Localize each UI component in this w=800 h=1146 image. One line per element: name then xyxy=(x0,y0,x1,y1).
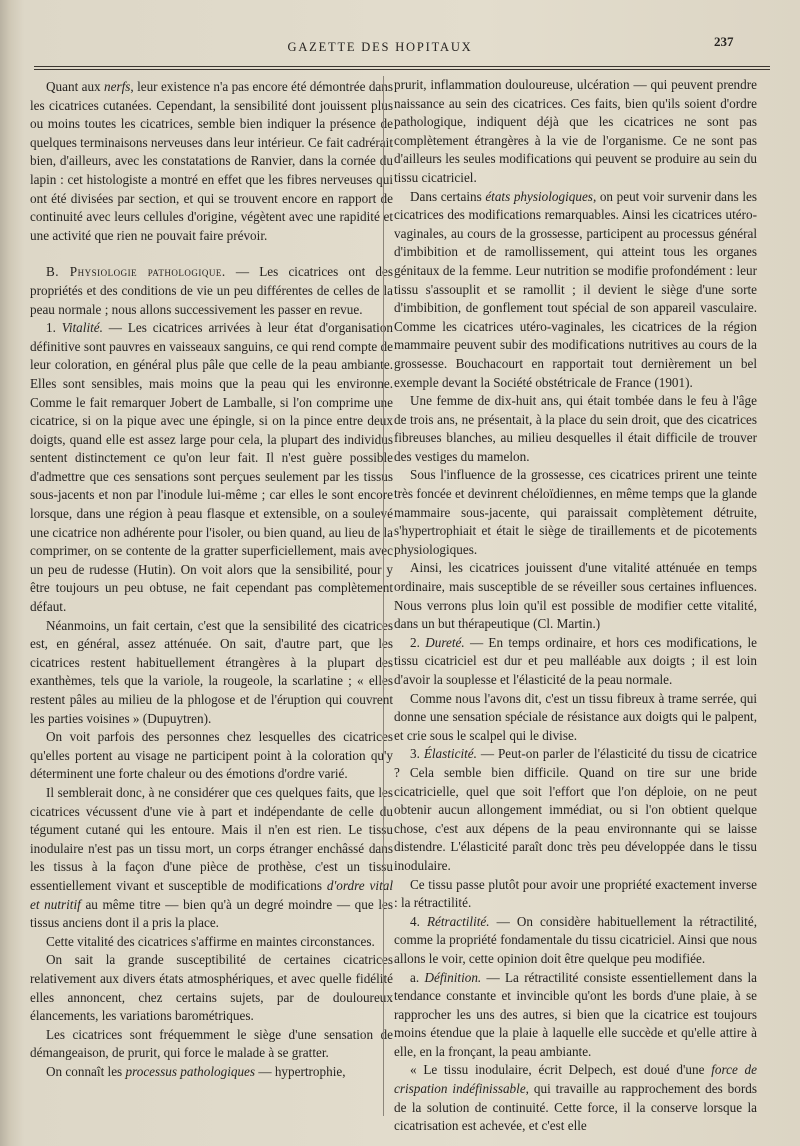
header-rule-double xyxy=(34,69,770,70)
paragraph: Sous l'influence de la grossesse, ces cicatrices prirent une teinte très foncée et devinrent chéloïdiennes, en même temps que la glande mammaire sous-jacente, qui paraissait complètement détruite, s'hypertrophiait et était le siège de tiraillements et de picotements physiologiques. xyxy=(394,467,757,557)
subsection-heading: Vitalité. xyxy=(61,320,103,336)
right-column xyxy=(394,76,757,1136)
paragraph-physiologie: B. Physiologie pathologique. — Les cicatrices ont des propriétés et des conditions de vie un peu différentes de celles de la peau normale ; nous allons successivement les passer en revue. xyxy=(30,264,393,317)
subsection-heading: Élasticité. xyxy=(423,746,477,762)
paragraph: Ce tissu passe plutôt pour avoir une propriété exactement inverse : la rétractilité. xyxy=(394,876,757,911)
paragraph: prurit, inflammation douloureuse, ulcération — qui peuvent prendre naissance au sein des cicatrices. Ces faits, bien qu'ils soient d'ordre pathologique, indiquent déjà que les cicatrices ne sont pas complètement étrangères à la vie de l'organisme. Ce ne sont pas d'ailleurs les seules modifications qui peuvent se produire au sein du tissu cicatriciel. xyxy=(394,77,757,185)
paragraph: Dans certains états physiologiques, on peut voir survenir dans les cicatrices des modifications remarquables. Ainsi les cicatrices utéro-vaginales, au cours de la grossesse, participent au processus général d'imbibition et de ramollissement, qui atteint tous les organes génitaux de la femme. Leur nutrition se modifie profondément : leur tissu s'assouplit et se ramollit ; il devient le siège d'une sorte d'imbibition, de gonflement tout spécial de son appareil vasculaire. Comme les cicatrices utéro-vaginales, les cicatrices de la région mammaire peuvent subir des modifications nutritives au cours de la grossesse. Bouchacourt en rapportait tout dernièrement un bel exemple devant la Société obstétricale de France (1901). xyxy=(394,188,757,390)
subsection-heading: Définition. xyxy=(424,969,482,985)
subsection-heading: Rétractilité. xyxy=(426,913,490,929)
paragraph: Il semblerait donc, à ne considérer que ces quelques faits, que les cicatrices vécussent d'une vie à part et indépendante de celle du tégument cutané qui les entoure. Mais il n'en est rien. Le tissu inodulaire n'est pas un tissu mort, un corps étranger enchâssé dans les tissus à la façon d'une pièce de prothèse, c'est un tissu essentiellement vivant et susceptible de modifications d'ordre vital et nutritif au même titre — bien qu'à un degré moindre — que les tissus anciens dont il a pris la place. xyxy=(30,784,393,931)
paragraph: Néanmoins, un fait certain, c'est que la sensibilité des cicatrices est, en général, assez atténuée. On sait, d'autre part, que les cicatrices restent habituellement étrangères à la plupart des exanthèmes, tels que la variole, la rougeole, la scarlatine ; « elles restent pâles au milieu de la phlogose et de l'éruption qui couvrent les parties voisines » (Dupuytren). xyxy=(30,617,393,726)
paragraph: On voit parfois des personnes chez lesquelles des cicatrices qu'elles portent au visage ne participent point à la coloration qu'y déterminent une forte chaleur ou des émotions d'ordre varié. xyxy=(30,729,393,782)
paragraph: Cette vitalité des cicatrices s'affirme en maintes circonstances. xyxy=(46,933,375,949)
paragraph-vitalite: 1. Vitalité. — Les cicatrices arrivées à leur état d'organisation définitive sont pauvres en vaisseaux sanguins, ce qui rend compte de leur coloration, en général plus pâle que celle de la peau ambiante. Elles sont sensibles, mais moins que la peau qui les environne. Comme le fait remarquer Jobert de Lamballe, si l'on comprime une cicatrice, si on la pique avec une épingle, si on la pince entre deux doigts, quand elle est assez large pour cela, la plupart des individus sentent distinctement ce qu'on leur fait. Il n'est guère possible d'admettre que ces sensations sont perçues seulement par les tissus sous-jacents et non par l'inodule lui-même ; car elles le sont encore lorsque, dans une région à peau flasque et extensible, on a soulevé une cicatrice non adhérente pour l'isoler, ou bien quand, au lieu de la comprimer, on se contente de la gratter superficiellement, mais avec un peu de rudesse (Hutin). On voit alors que la sensibilité, pour y être toujours un peu obtuse, ne fait cependant pas complètement défaut. xyxy=(30,320,394,615)
paragraph: « Le tissu inodulaire, écrit Delpech, est doué d'une force de crispation indéfinissable, qui travaille au rapprochement des bords de la solution de continuité. Cette force, il la conserve lorsque la cicatrisation est achevée, et c'est elle xyxy=(394,1062,757,1134)
column-divider xyxy=(383,76,384,1116)
paragraph-definition: a. Définition. — La rétractilité consiste essentiellement dans la tendance constante et invincible qu'ont les bords d'une plaie, à se rapprocher les uns des autres, si bien que la cicatrice est toujours moins étendue que la plaie à laquelle elle succède et qu'elle attire à elle, en la fronçant, la peau ambiante. xyxy=(394,969,758,1059)
paragraph: Ainsi, les cicatrices jouissent d'une vitalité atténuée en temps ordinaire, mais susceptible de se réveiller sous certaines influences. Nous verrons plus loin qu'il est possible de modifier cette vitalité, dans un but thérapeutique (Cl. Martin.) xyxy=(394,560,757,632)
paragraph: On connaît les processus pathologiques — hypertrophie, xyxy=(46,1063,346,1079)
subsection-heading: Dureté. xyxy=(425,634,465,650)
left-column xyxy=(30,78,393,1081)
running-title: GAZETTE DES HOPITAUX xyxy=(287,40,473,54)
page-number: 237 xyxy=(714,34,734,49)
section-heading: B. Physiologie pathologique. xyxy=(46,264,226,280)
paragraph: Les cicatrices sont fréquemment le siège d'une sensation de démangeaison, de prurit, qui force le malade à se gratter. xyxy=(30,1026,393,1061)
paragraph: Une femme de dix-huit ans, qui était tombée dans le feu à l'âge de trois ans, ne présentait, à la place du sein droit, que des cicatrices fibreuses blanches, au milieu desquelles il était difficile de trouver des vestiges du mamelon. xyxy=(394,393,757,464)
paragraph-retractilite: 4. Rétractilité. — On considère habituellement la rétractilité, comme la propriété fondamentale du tissu cicatriciel. Ainsi que nous allons le voir, cette opinion doit être quelque peu modifiée. xyxy=(394,913,757,966)
paragraph-elasticite: 3. Élasticité. — Peut-on parler de l'élasticité du tissu de cicatrice ? Cela semble bien difficile. Quand on tire sur une bride cicatricielle, quel que soit l'effort que l'on déploie, on ne peut obtenir aucun allongement immédiat, ou si l'on obtient quelque chose, c'est aux dépens de la peau environnante qui se laisse distendre. L'élasticité paraît donc très peu développée dans le tissu inodulaire. xyxy=(394,746,757,873)
paragraph-durete: 2. Dureté. — En temps ordinaire, et hors ces modifications, le tissu cicatriciel est dur et peu malléable aux doigts ; il est loin d'avoir la souplesse et l'élasticité de la peau normale. xyxy=(394,634,758,687)
header-rule xyxy=(34,66,770,67)
paragraph: Comme nous l'avons dit, c'est un tissu fibreux à trame serrée, qui donne une sensation spéciale de résistance aux doigts qui le palpent, et crie sous le scalpel qui le divise. xyxy=(394,690,757,743)
paragraph: On sait la grande susceptibilité de certaines cicatrices relativement aux divers états atmosphériques, et avec quelle fidélité elles annoncent, chez certains sujets, par de douloureux élancements, les variations barométriques. xyxy=(30,952,393,1024)
paragraph-nerfs: Quant aux nerfs, leur existence n'a pas encore été démontrée dans les cicatrices cutanées. Cependant, la sensibilité dont jouissent plus ou moins toutes les cicatrices, semble bien indiquer la présence de quelques terminaisons nerveuses dans leur intérieur. Ce fait cadrérait bien, d'ailleurs, avec les constatations de Ranvier, dans la cornée du lapin : cet histologiste a montré en effet que les fibres nerveuses qui ont été divisées par section, et qui se trouvent encore en rapport de continuité avec leurs cellules d'origine, végètent avec une rapidité et une activité que rien ne pouvait faire prévoir. xyxy=(30,79,393,243)
